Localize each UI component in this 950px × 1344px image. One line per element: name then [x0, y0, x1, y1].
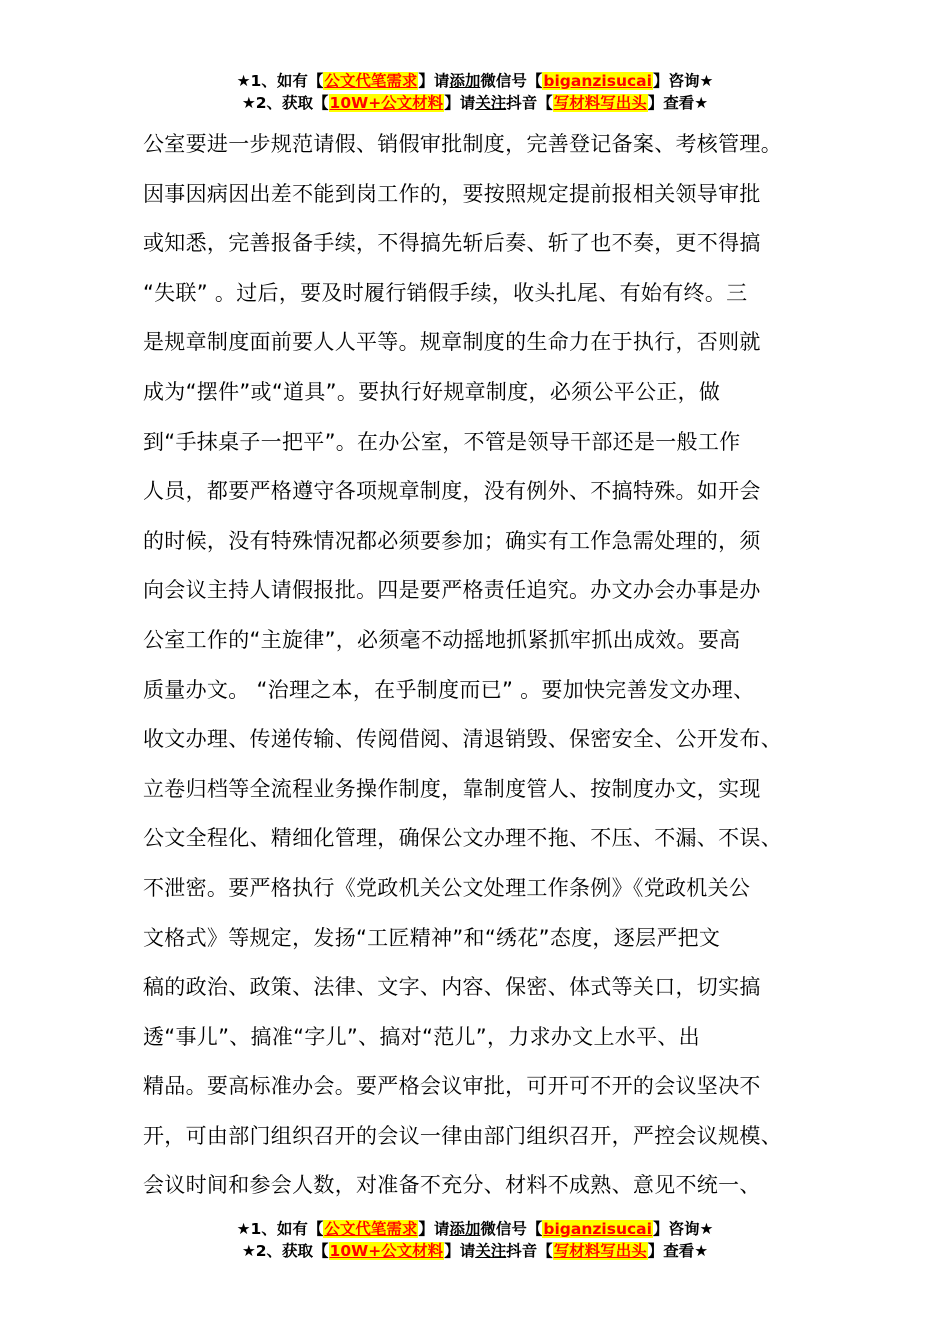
- header-highlight-douyin: 写材料写出头: [553, 94, 647, 112]
- document-body: [143, 120, 813, 1211]
- body-line: 向会议主持人请假报批。四是要严格责任追究。办文办会办事是办: [143, 578, 761, 603]
- body-line: 会议时间和参会人数，对准备不充分、材料不成熟、意见不统一、: [143, 1173, 761, 1198]
- body-line: “失联” 。过后，要及时履行销假手续，收头扎尾、有始有终。三: [143, 280, 748, 305]
- body-line: 因事因病因出差不能到岗工作的，要按照规定提前报相关领导审批: [143, 181, 761, 206]
- body-line: 公室工作的“主旋律”，必须毫不动摇地抓紧抓牢抓出成效。要高: [143, 627, 741, 652]
- body-line: 或知悉，完善报备手续，不得搞先斩后奏、斩了也不奏，更不得搞: [143, 231, 761, 256]
- footer-promo-banner: [0, 1218, 950, 1262]
- header-highlight-wechat-id: biganzisucai: [543, 72, 652, 90]
- footer-promo-line-1: ★1、如有【公文代笔需求】请添加微信号【biganzisucai】咨询★: [236, 1220, 714, 1238]
- footer-highlight-douyin: 写材料写出头: [553, 1242, 647, 1260]
- header-promo-line-1: ★1、如有【公文代笔需求】请添加微信号【biganzisucai】咨询★: [236, 72, 714, 90]
- body-line: 稿的政治、政策、法律、文字、内容、保密、体式等关口，切实搞: [143, 975, 761, 1000]
- body-line: 立卷归档等全流程业务操作制度，靠制度管人、按制度办文，实现: [143, 776, 761, 801]
- body-line: 收文办理、传递传输、传阅借阅、清退销毁、保密安全、公开发布、: [143, 727, 782, 752]
- body-line: 质量办文。 “治理之本，在乎制度而已” 。要加快完善发文办理、: [143, 677, 755, 702]
- body-line: 成为“摆件”或“道具”。要执行好规章制度，必须公平公正，做: [143, 379, 721, 404]
- body-line: 公文全程化、精细化管理，确保公文办理不拖、不压、不漏、不误、: [143, 826, 782, 851]
- header-highlight-materials: 10W+公文材料: [329, 94, 444, 112]
- header-promo-line-2: ★2、获取【10W+公文材料】请关注抖音【写材料写出头】查看★: [241, 94, 709, 112]
- body-line: 开，可由部门组织召开的会议一律由部门组织召开，严控会议规模、: [143, 1123, 782, 1148]
- body-line: 透“事儿”、搞准“字儿”、搞对“范儿”，力求办文上水平、出: [143, 1024, 700, 1049]
- body-line: 是规章制度面前要人人平等。规章制度的生命力在于执行，否则就: [143, 330, 761, 355]
- body-line: 公室要进一步规范请假、销假审批制度，完善登记备案、考核管理。: [143, 132, 782, 156]
- footer-promo-line-2: ★2、获取【10W+公文材料】请关注抖音【写材料写出头】查看★: [241, 1242, 709, 1260]
- header-promo-banner: [0, 70, 950, 114]
- body-line: 精品。要高标准办会。要严格会议审批，可开可不开的会议坚决不: [143, 1074, 761, 1099]
- footer-highlight-service: 公文代笔需求: [324, 1220, 418, 1238]
- body-line: 文格式》等规定，发扬“工匠精神”和“绣花”态度，逐层严把文: [143, 925, 721, 950]
- body-line: 不泄密。要严格执行《党政机关公文处理工作条例》《党政机关公: [143, 875, 751, 900]
- header-highlight-service: 公文代笔需求: [324, 72, 418, 90]
- body-line: 的时候，没有特殊情况都必须要参加；确实有工作急需处理的，须: [143, 528, 761, 553]
- body-line: 到“手抹桌子一把平”。在办公室，不管是领导干部还是一般工作: [143, 429, 741, 454]
- body-line: 人员，都要严格遵守各项规章制度，没有例外、不搞特殊。如开会: [143, 479, 761, 504]
- footer-highlight-wechat-id: biganzisucai: [543, 1220, 652, 1238]
- footer-highlight-materials: 10W+公文材料: [329, 1242, 444, 1260]
